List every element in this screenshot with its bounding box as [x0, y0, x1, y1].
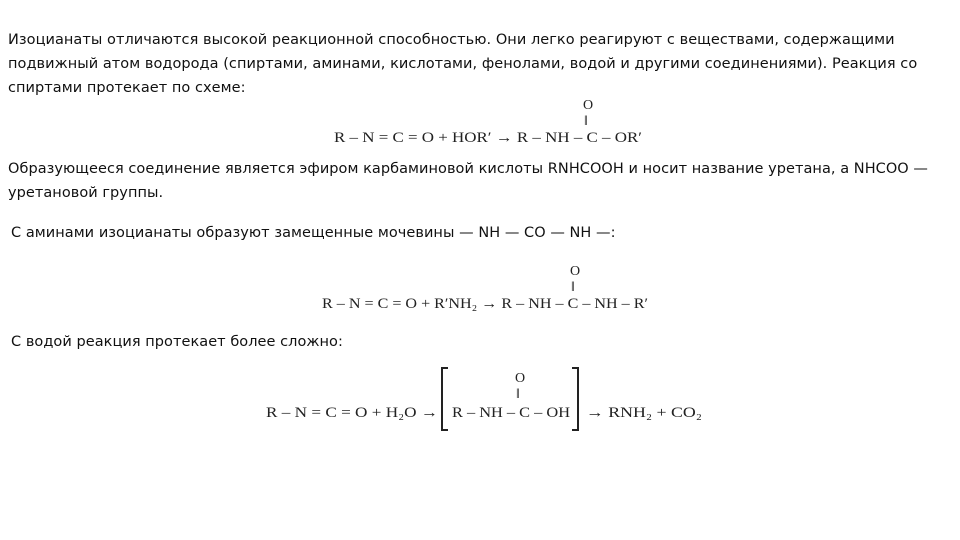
- formula-alcohol-reaction: [330, 92, 650, 154]
- carbonyl-oxygen: O: [515, 371, 526, 386]
- right-square-bracket: [572, 368, 578, 430]
- double-bond: ‖: [571, 280, 575, 295]
- equation-text: R – N = C = O + R′NH₂ → R – NH – C – NH – R′: [322, 296, 648, 312]
- text-line: Изоцианаты отличаются высокой реакционной способностью. Они легко реагируют с веществами, содержащими: [8, 32, 895, 48]
- equation-text: R – N = C = O + HOR′ → R – NH – C – OR′: [334, 130, 642, 146]
- paragraph-isocyanate-reactivity: [8, 28, 948, 100]
- equation-right: → RNH₂ + CO₂: [586, 405, 702, 421]
- text-line: спиртами протекает по схеме:: [8, 80, 246, 96]
- text-line: С водой реакция протекает более сложно:: [11, 334, 343, 350]
- text-line: Образующееся соединение является эфиром карбаминовой кислоты RNHCOOH и носит название уретана, а NHCOO —: [8, 161, 928, 177]
- text-line: уретановой группы.: [8, 185, 164, 201]
- text-line: С аминами изоцианаты образуют замещенные мочевины — NH — CO — NH —:: [11, 225, 616, 241]
- equation-left: R – N = C = O + H₂O →: [266, 405, 438, 421]
- formula-amine-reaction: [318, 258, 658, 320]
- bracket-content: R – NH – C – OH: [452, 405, 571, 421]
- paragraph-water-reaction: [11, 330, 951, 354]
- carbonyl-oxygen: O: [583, 98, 594, 113]
- paragraph-urethane-definition: [8, 157, 948, 205]
- formula-water-reaction: [262, 362, 712, 438]
- left-square-bracket: [442, 368, 448, 430]
- text-line: подвижный атом водорода (спиртами, аминами, кислотами, фенолами, водой и другими соединениями). Реакция со: [8, 56, 918, 72]
- double-bond: ‖: [584, 114, 588, 129]
- double-bond: ‖: [516, 387, 520, 402]
- paragraph-amine-reaction: [11, 221, 951, 245]
- carbonyl-oxygen: O: [570, 264, 581, 279]
